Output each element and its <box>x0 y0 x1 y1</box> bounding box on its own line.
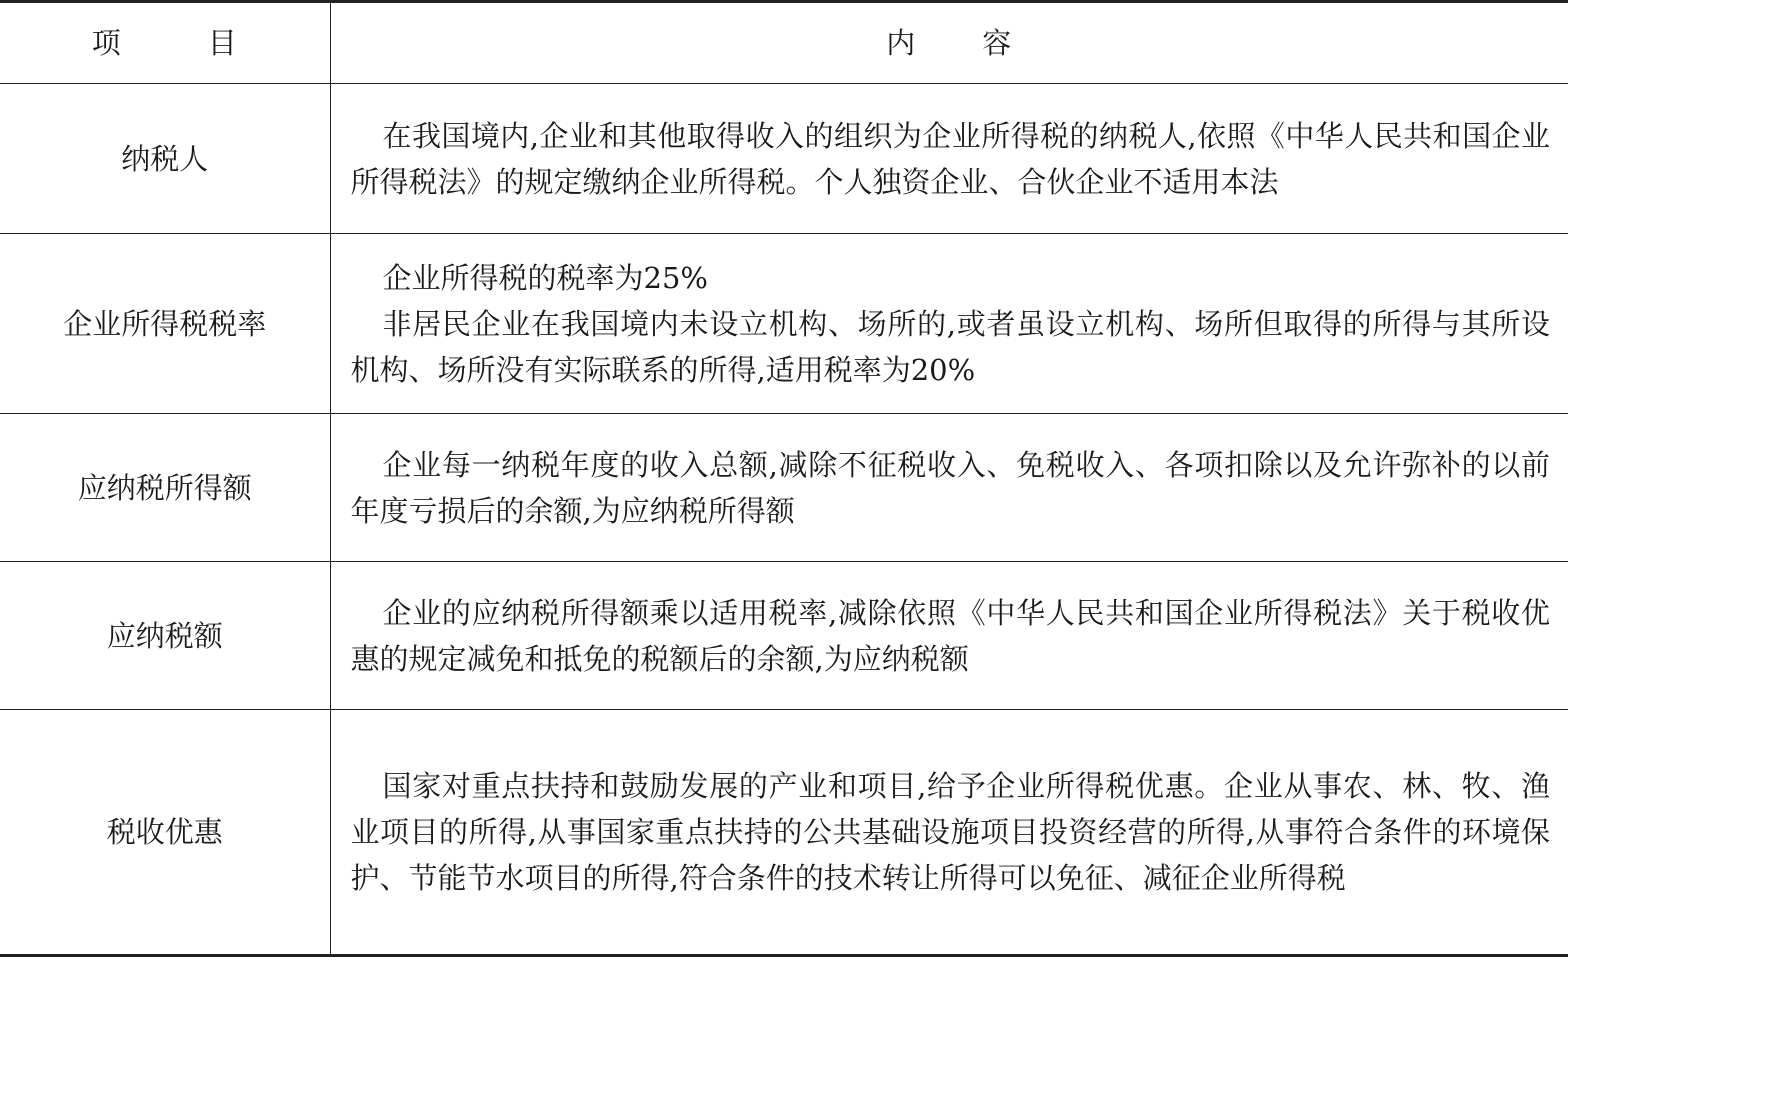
row-content <box>330 710 1568 956</box>
content-paragraph: 国家对重点扶持和鼓励发展的产业和项目,给予企业所得税优惠。企业从事农、林、牧、渔业项目的所得,从事国家重点扶持的公共基础设施项目投资经营的所得,从事符合条件的环境保护、节能节水项目的所得,符合条件的技术转让所得可以免征、减征企业所得税 <box>350 769 1550 895</box>
header-item-char-1: 项 <box>91 26 122 60</box>
table-row <box>0 710 1568 956</box>
header-content <box>330 2 1568 84</box>
table-row <box>0 414 1568 562</box>
row-content <box>330 234 1568 414</box>
header-item <box>0 2 330 84</box>
table-row <box>0 84 1568 234</box>
content-paragraph: 在我国境内,企业和其他取得收入的组织为企业所得税的纳税人,依照《中华人民共和国企业所得税法》的规定缴纳企业所得税。个人独资企业、合伙企业不适用本法 <box>350 118 1550 199</box>
row-content <box>330 414 1568 562</box>
header-row <box>0 2 1568 84</box>
content-paragraph: 企业每一纳税年度的收入总额,减除不征税收入、免税收入、各项扣除以及允许弥补的以前年度亏损后的余额,为应纳税所得额 <box>350 447 1550 528</box>
content-paragraph: 企业的应纳税所得额乘以适用税率,减除依照《中华人民共和国企业所得税法》关于税收优惠的规定减免和抵免的税额后的余额,为应纳税额 <box>350 595 1550 676</box>
row-item-label: 应纳税额 <box>0 562 330 710</box>
row-item-label: 企业所得税税率 <box>0 234 330 414</box>
row-content <box>330 84 1568 234</box>
row-item-label: 税收优惠 <box>0 710 330 956</box>
row-item-label: 纳税人 <box>0 84 330 234</box>
row-item-label: 应纳税所得额 <box>0 414 330 562</box>
row-content <box>330 562 1568 710</box>
header-item-char-2: 目 <box>207 26 238 60</box>
content-paragraph: 非居民企业在我国境内未设立机构、场所的,或者虽设立机构、场所但取得的所得与其所设机构、场所没有实际联系的所得,适用税率为20% <box>350 306 1550 387</box>
content-paragraph: 企业所得税的税率为25% <box>382 260 708 295</box>
header-content-char-2: 容 <box>982 26 1013 60</box>
header-content-char-1: 内 <box>886 26 917 60</box>
table-row <box>0 234 1568 414</box>
table-row <box>0 562 1568 710</box>
